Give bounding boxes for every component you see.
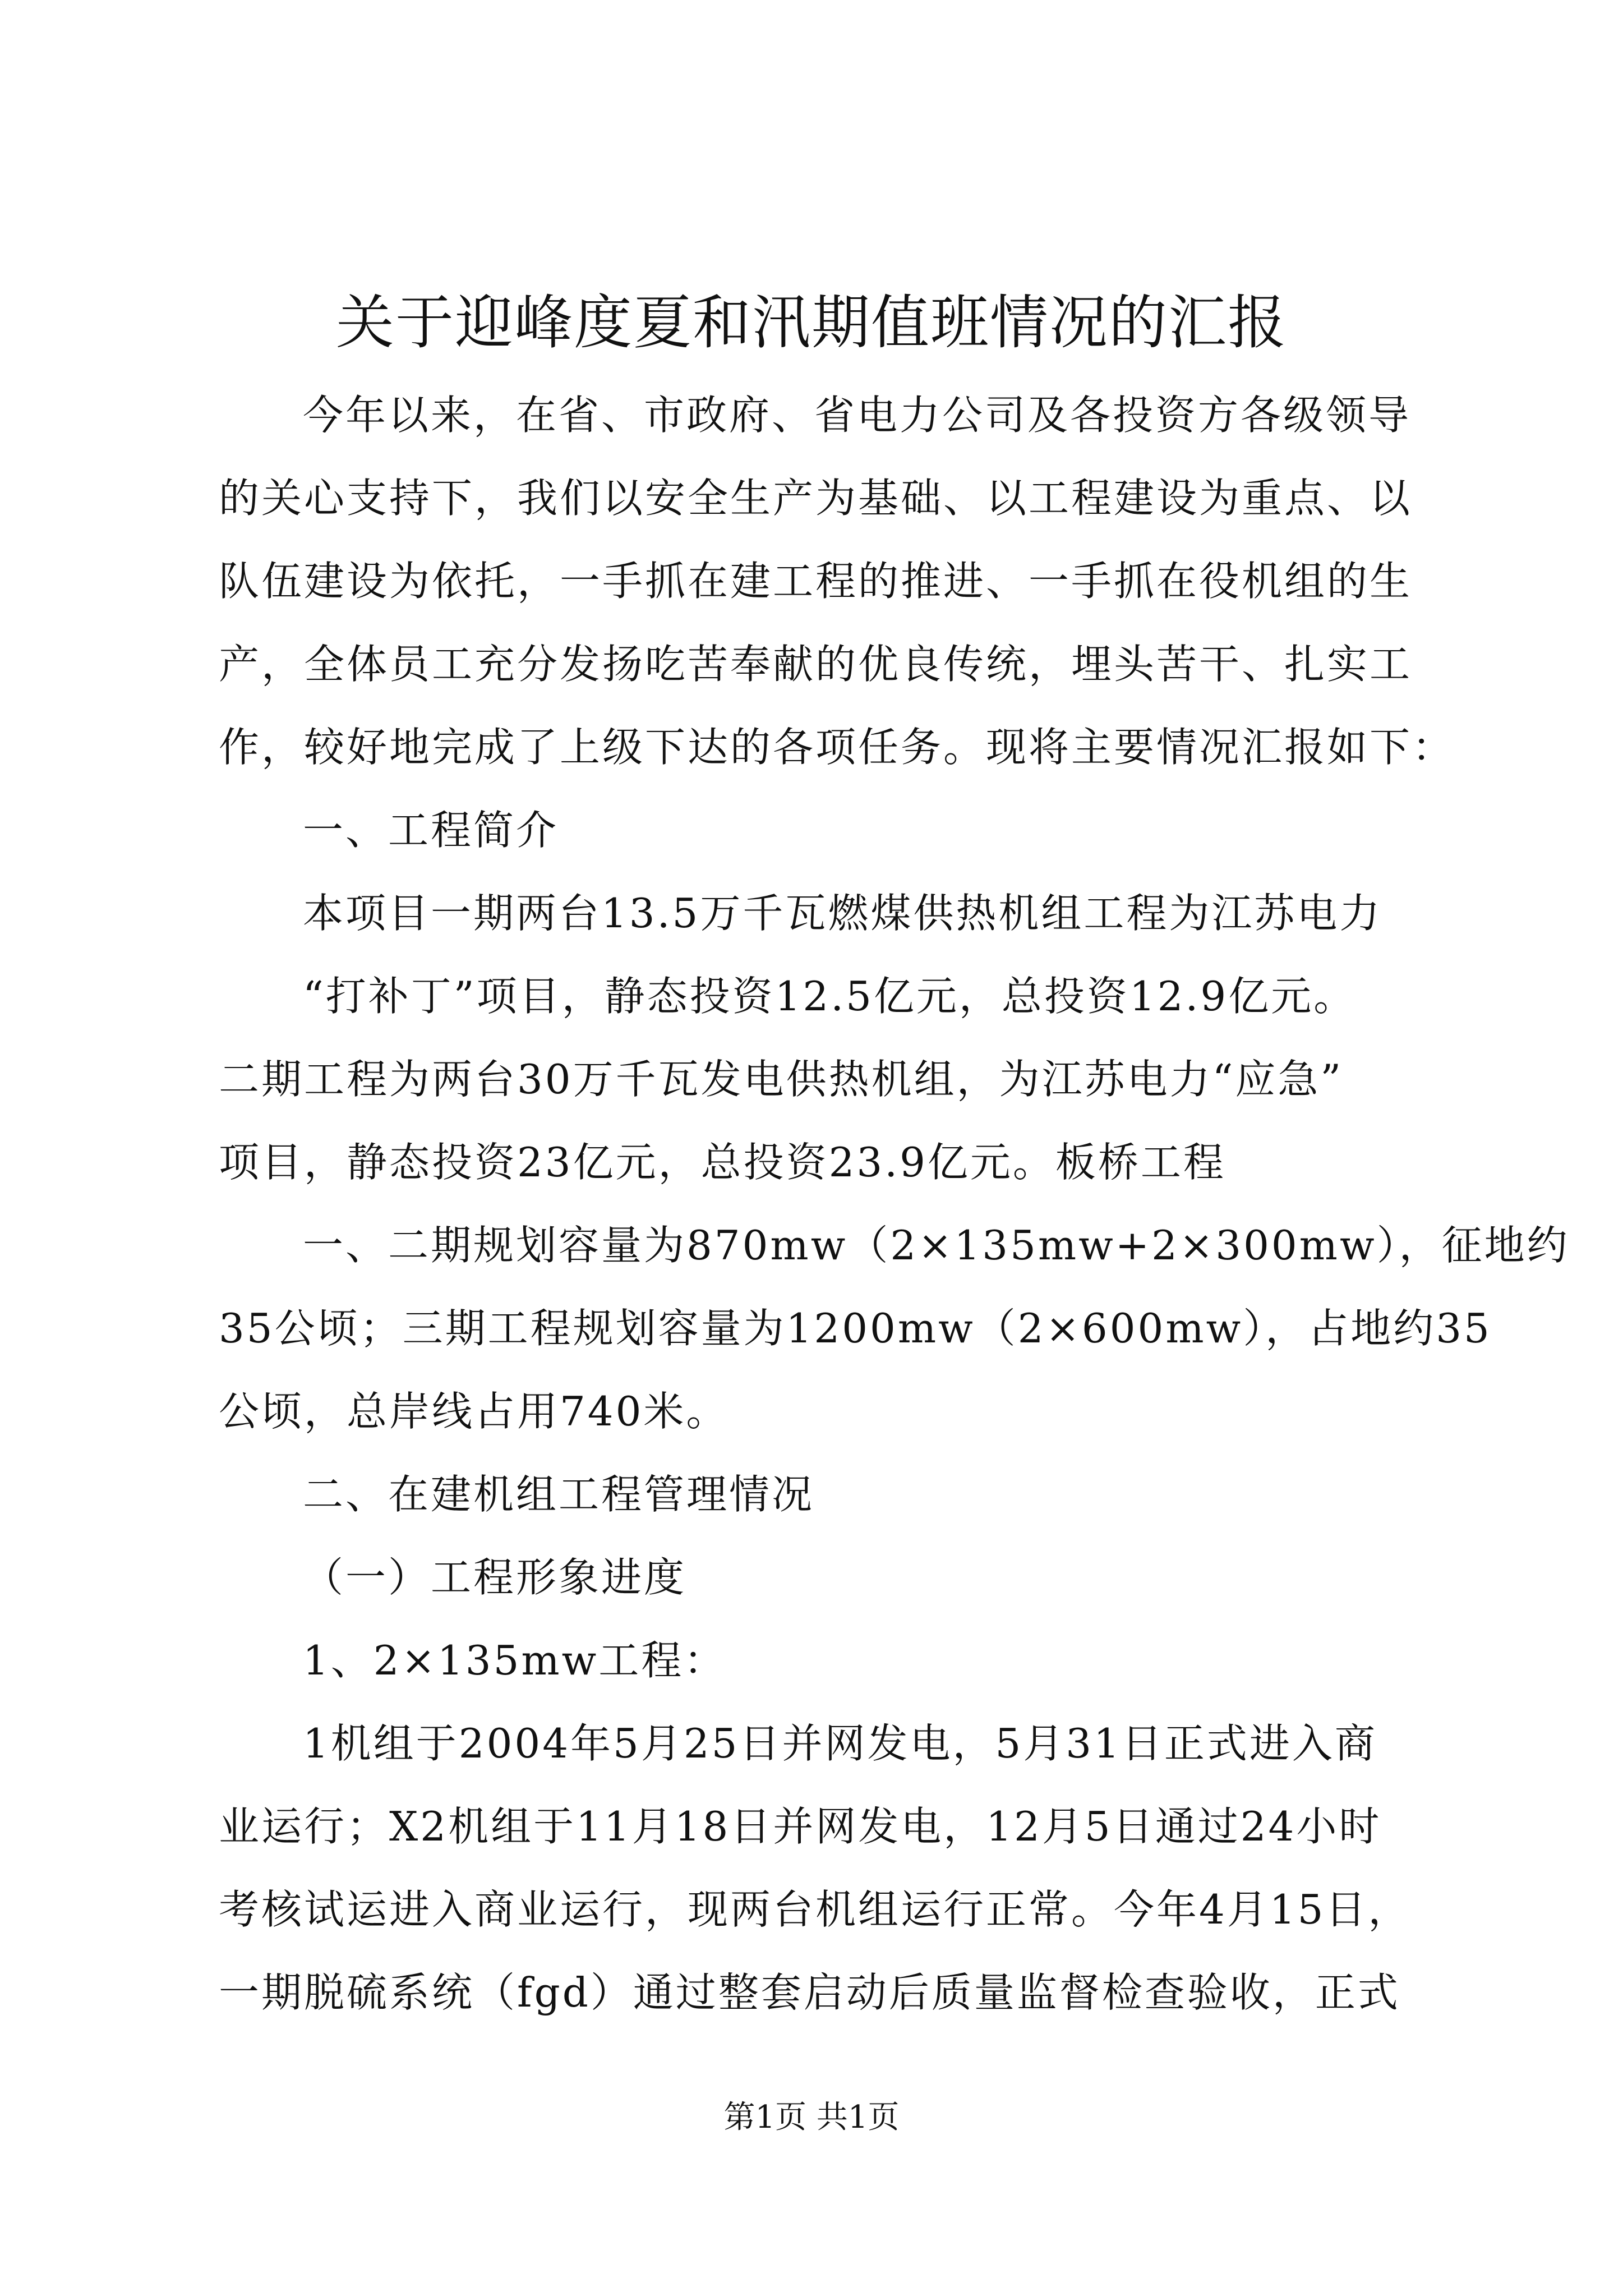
paragraph-line: 项目，静态投资23亿元，总投资23.9亿元。板桥工程 [219,1139,1226,1186]
paragraph-line: 本项目一期两台13.5万千瓦燃煤供热机组工程为江苏电力 [303,890,1382,937]
paragraph-line: 队伍建设为依托，一手抓在建工程的推进、一手抓在役机组的生 [219,558,1413,605]
paragraph-line: 的关心支持下，我们以安全生产为基础、以工程建设为重点、以 [219,475,1413,522]
paragraph-line: 1机组于2004年5月25日并网发电，5月31日正式进入商 [303,1720,1377,1767]
paragraph-line: 考核试运进入商业运行，现两台机组运行正常。今年4月15日， [219,1886,1411,1933]
paragraph-line: 公顷，总岸线占用740米。 [219,1388,729,1435]
paragraph-line: 产，全体员工充分发扬吃苦奉献的优良传统，埋头苦干、扎实工 [219,641,1413,688]
item-heading: 1、2×135mw工程： [303,1637,727,1684]
section-heading: 一、工程简介 [303,807,559,854]
paragraph-line: 作，较好地完成了上级下达的各项任务。现将主要情况汇报如下： [219,724,1455,771]
document-title: 关于迎峰度夏和汛期值班情况的汇报 [335,288,1287,357]
paragraph-line: 二期工程为两台30万千瓦发电供热机组，为江苏电力“应急” [219,1056,1344,1103]
paragraph-line: 今年以来，在省、市政府、省电力公司及各投资方各级领导 [303,392,1412,439]
paragraph-line: 一、二期规划容量为870mw（2×135mw+2×300mw），征地约 [303,1222,1570,1269]
section-heading: 二、在建机组工程管理情况 [303,1471,815,1518]
paragraph-line: 业运行；X2机组于11月18日并网发电，12月5日通过24小时 [219,1803,1382,1850]
subsection-heading: （一）工程形象进度 [303,1554,687,1601]
paragraph-line: 一期脱硫系统（fgd）通过整套启动后质量监督检查验收，正式 [219,1969,1400,2016]
paragraph-line: “打补丁”项目，静态投资12.5亿元，总投资12.9亿元。 [303,973,1357,1020]
paragraph-line: 35公顷；三期工程规划容量为1200mw（2×600mw），占地约35 [219,1305,1492,1352]
page-footer: 第1页 共1页 [723,2099,900,2136]
